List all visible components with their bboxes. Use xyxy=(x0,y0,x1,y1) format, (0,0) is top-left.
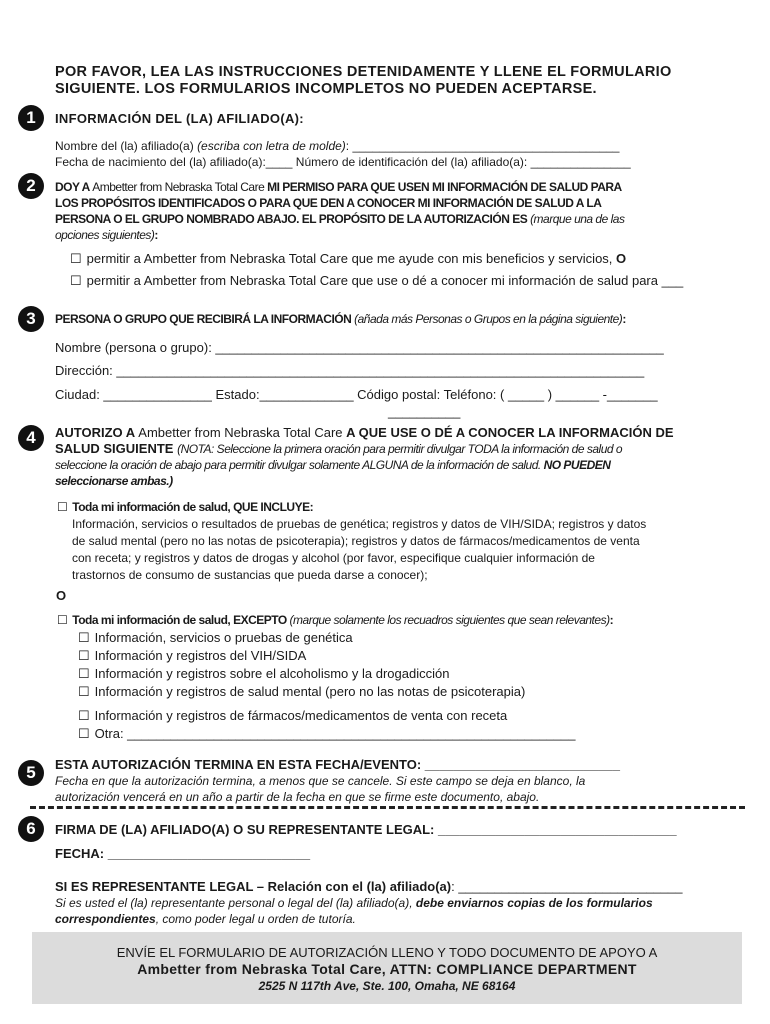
option-all-description xyxy=(72,516,646,584)
header-line-2: SIGUIENTE. LOS FORMULARIOS INCOMPLETOS NO PUEDEN ACEPTARSE. xyxy=(55,81,597,97)
or-separator: O xyxy=(56,588,67,603)
authorize-note-3: seleccionarse ambas.) xyxy=(55,474,173,488)
expiration-field[interactable]: ESTA AUTORIZACIÓN TERMINA EN ESTA FECHA/EVENTO: ___________________________ xyxy=(55,757,620,772)
section-4-authorize-text xyxy=(55,425,674,489)
option-all-health-info[interactable] xyxy=(57,499,313,515)
member-name-label: Nombre del (la) afiliado(a) xyxy=(55,139,198,153)
section-3-hint: (añada más Personas o Grupos en la página siguiente) xyxy=(354,312,623,326)
checkbox-icon[interactable] xyxy=(57,500,72,514)
legal-rep-line: : _______________________________ xyxy=(451,879,683,894)
section-1-number-badge: 1 xyxy=(18,105,44,131)
permission-line-1: MI PERMISO PARA QUE USEN MI INFORMACIÓN DE SALUD PARA xyxy=(267,180,622,194)
phone-underline: __________ xyxy=(388,404,461,419)
all-desc-4: trastornos de consumo de sustancias que pueda darse a conocer); xyxy=(72,568,428,582)
member-dob-id-field[interactable]: Fecha de nacimiento del (la) afiliado(a):____ Número de identificación del (la) afiliado(a): _______________ xyxy=(55,155,631,169)
purpose-or: O xyxy=(616,251,627,266)
except-item-alcohol-drugs[interactable]: ☐ Información y registros sobre el alcoholismo y la drogadicción xyxy=(78,666,575,684)
authorize-lead: AUTORIZO A xyxy=(55,425,139,440)
section-4-number-badge: 4 xyxy=(18,425,44,451)
option-except-hint: (marque solamente los recuadros siguientes que sean relevantes) xyxy=(289,613,610,627)
section-1-title: INFORMACIÓN DEL (LA) AFILIADO(A): xyxy=(55,111,304,126)
purpose-option-benefits[interactable] xyxy=(70,251,626,267)
purpose-option-benefits-label: permitir a Ambetter from Nebraska Total Care que me ayude con mis beneficios y servicios, xyxy=(86,251,617,266)
date-field[interactable]: FECHA: ____________________________ xyxy=(55,846,311,861)
except-item-other[interactable]: ☐ Otra: ______________________________________________________________ xyxy=(78,726,575,744)
section-3-title-row xyxy=(55,311,626,327)
authorize-line-1: A QUE USE O DÉ A CONOCER LA INFORMACIÓN DE xyxy=(346,425,674,440)
option-except[interactable] xyxy=(57,612,613,628)
rep-desc-1-bold: debe enviarnos copias de los formularios xyxy=(415,896,653,910)
signature-field[interactable]: FIRMA DE (LA) AFILIADO(A) O SU REPRESENTANTE LEGAL: _________________________________ xyxy=(55,822,677,837)
recipient-name-field[interactable]: Nombre (persona o grupo): ______________________________________________________________ xyxy=(55,340,664,355)
legal-rep-field[interactable] xyxy=(55,879,682,895)
purpose-option-disclose[interactable] xyxy=(70,273,683,289)
expiration-description xyxy=(55,773,585,805)
section-3-colon: : xyxy=(622,312,626,326)
expiration-desc-1: Fecha en que la autorización termina, a menos que se cancele. Si este campo se deja en blanco, la xyxy=(55,774,586,788)
expiration-desc-2: autorización vencerá en un año a partir de la fecha en que se firme este documento, abajo. xyxy=(55,790,540,804)
mailing-instructions-box xyxy=(32,932,742,1004)
rep-desc-2-bold: correspondientes xyxy=(55,912,156,926)
rep-desc-2: , como poder legal u orden de tutoría. xyxy=(155,912,356,926)
section-2-permission-text xyxy=(55,179,624,243)
legal-rep-description xyxy=(55,895,653,927)
authorize-note: (NOTA: Seleccione la primera oración para permitir divulgar TODA la información de salud o xyxy=(177,442,623,456)
permission-lead: DOY A xyxy=(55,180,93,194)
member-name-field[interactable] xyxy=(55,138,619,154)
except-list xyxy=(78,630,575,744)
dashed-divider xyxy=(30,806,745,809)
checkbox-icon[interactable] xyxy=(57,613,72,627)
section-3-title: PERSONA O GRUPO QUE RECIBIRÁ LA INFORMACIÓN xyxy=(55,312,355,326)
permission-line-3: PERSONA O EL GRUPO NOMBRADO ABAJO. EL PROPÓSITO DE LA AUTORIZACIÓN ES xyxy=(55,212,531,226)
authorize-line-2: SALUD SIGUIENTE xyxy=(55,441,178,456)
option-except-colon: : xyxy=(609,613,614,627)
recipient-city-state-zip-phone[interactable]: Ciudad: _______________ Estado:_____________ Código postal: Teléfono: ( _____ ) ______ -_______ xyxy=(55,387,658,402)
form-header xyxy=(55,64,672,98)
section-2-number-badge: 2 xyxy=(18,173,44,199)
all-desc-1: Información, servicios o resultados de pruebas de genética; registros y datos de VIH/SIDA; registros y datos xyxy=(72,517,647,531)
option-except-title: Toda mi información de salud, EXCEPTO xyxy=(72,613,290,627)
mailing-address: 2525 N 117th Ave, Ste. 100, Omaha, NE 68164 xyxy=(258,979,516,993)
authorize-no: NO PUEDEN xyxy=(543,458,611,472)
permission-colon: : xyxy=(154,228,158,242)
except-item-hiv[interactable]: ☐ Información y registros del VIH/SIDA xyxy=(78,648,575,666)
section-5-number-badge: 5 xyxy=(18,760,44,786)
recipient-address-field[interactable]: Dirección: _________________________________________________________________________ xyxy=(55,363,645,378)
permission-hint-2: opciones siguientes) xyxy=(55,228,155,242)
authorize-note-2: seleccione la oración de abajo para permitir divulgar solamente ALGUNA de la información de salud. xyxy=(55,458,544,472)
all-desc-2: de salud mental (pero no las notas de psicoterapia); registros y datos de fármacos/medicamentos de venta xyxy=(72,534,640,548)
mailing-line-1: ENVÍE EL FORMULARIO DE AUTORIZACIÓN LLENO Y TODO DOCUMENTO DE APOYO A xyxy=(116,945,658,960)
permission-line-2: LOS PROPÓSITOS IDENTIFICADOS O PARA QUE DEN A CONOCER MI INFORMACIÓN DE SALUD A LA xyxy=(55,196,602,210)
permission-hint: (marque una de las xyxy=(530,212,625,226)
section-3-number-badge: 3 xyxy=(18,306,44,332)
permission-plan: Ambetter from Nebraska Total Care xyxy=(92,180,268,194)
member-name-line: : ________________________________________ xyxy=(345,139,620,153)
legal-rep-label: SI ES REPRESENTANTE LEGAL – Relación con el (la) afiliado(a) xyxy=(55,879,452,894)
header-line-1: POR FAVOR, LEA LAS INSTRUCCIONES DETENIDAMENTE Y LLENE EL FORMULARIO xyxy=(55,64,672,80)
except-item-prescription[interactable]: ☐ Información y registros de fármacos/medicamentos de venta con receta xyxy=(78,708,575,726)
member-name-hint: (escriba con letra de molde) xyxy=(197,139,346,153)
authorize-plan: Ambetter from Nebraska Total Care xyxy=(138,425,347,440)
purpose-option-disclose-label: permitir a Ambetter from Nebraska Total Care que use o dé a conocer mi información de salud para ___ xyxy=(86,273,684,288)
rep-desc-1: Si es usted el (la) representante personal o legal del (la) afiliado(a), xyxy=(55,896,416,910)
all-desc-3: con receta; y registros y datos de drogas y alcohol (por favor, especifique cualquier información de xyxy=(72,551,595,565)
checkbox-icon[interactable] xyxy=(70,251,87,266)
option-all-title: Toda mi información de salud, QUE INCLUYE: xyxy=(72,500,314,514)
checkbox-icon[interactable] xyxy=(70,273,87,288)
except-item-genetics[interactable]: ☐ Información, servicios o pruebas de genética xyxy=(78,630,575,648)
except-item-mental-health[interactable]: ☐ Información y registros de salud mental (pero no las notas de psicoterapia) xyxy=(78,684,575,708)
mailing-line-2: Ambetter from Nebraska Total Care, ATTN: COMPLIANCE DEPARTMENT xyxy=(137,961,637,977)
section-6-number-badge: 6 xyxy=(18,816,44,842)
